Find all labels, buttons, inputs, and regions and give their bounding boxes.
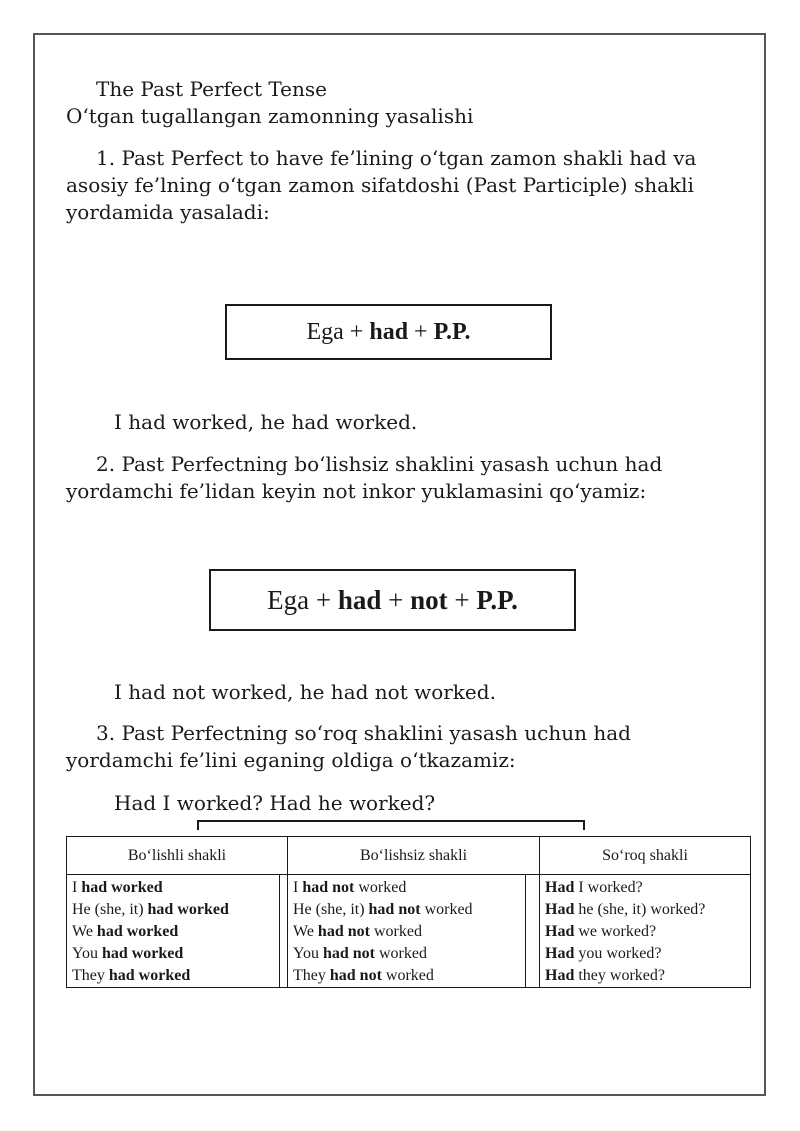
formula-plus: +: [343, 319, 370, 345]
row-rest: we worked?: [574, 923, 657, 940]
bracket-line: [197, 820, 585, 830]
row-verb: had worked: [108, 967, 191, 984]
row-subject: We: [72, 923, 97, 940]
row-aux: Had: [545, 967, 575, 984]
example-question: Had I worked? Had he worked?: [114, 791, 436, 815]
row-rest: he (she, it) worked?: [574, 901, 706, 918]
row-verb: had worked: [101, 945, 184, 962]
table-row: [293, 965, 539, 987]
rule3-line1: 3. Past Perfectning so‘roq shaklini yasash uchun had: [96, 721, 631, 745]
row-subject: You: [72, 945, 102, 962]
row-aux: had: [322, 945, 349, 962]
formula-had: had: [337, 585, 382, 615]
row-aux: had: [368, 901, 395, 918]
column-divider: [525, 875, 526, 987]
row-aux: Had: [545, 879, 575, 896]
row-verb: worked: [369, 923, 422, 940]
table-row: [72, 921, 287, 943]
formula-not: not: [410, 585, 448, 615]
example-affirmative: I had worked, he had worked.: [114, 410, 418, 434]
page-subtitle: O‘tgan tugallangan zamonning yasalishi: [66, 104, 474, 128]
table-row: [545, 877, 750, 899]
rule1-line2: asosiy fe’lning o‘tgan zamon sifatdoshi (Past Participle) shakli: [66, 173, 694, 197]
example-negative: I had not worked, he had not worked.: [114, 680, 496, 704]
column-divider: [279, 875, 280, 987]
row-subject: You: [293, 945, 323, 962]
row-aux: Had: [545, 923, 575, 940]
row-verb: worked: [381, 967, 434, 984]
table-row: [545, 965, 750, 987]
formula-plus: +: [381, 585, 411, 615]
table-row: [293, 899, 539, 921]
rule1-line1: 1. Past Perfect to have fe’lining o‘tgan zamon shakli had va: [96, 146, 697, 170]
row-negation: not: [332, 879, 355, 896]
row-aux: Had: [545, 901, 575, 918]
formula-plus: +: [447, 585, 477, 615]
row-subject: We: [293, 923, 318, 940]
formula-ega: Ega: [267, 585, 310, 615]
row-subject: I: [72, 879, 82, 896]
formula-plus: +: [309, 585, 338, 615]
table-row: [293, 921, 539, 943]
table-row: [72, 877, 287, 899]
row-rest: you worked?: [574, 945, 662, 962]
row-subject: They: [72, 967, 109, 984]
formula-affirmative: [225, 304, 552, 360]
rule2-line1: 2. Past Perfectning bo‘lishsiz shaklini yasash uchun had: [96, 452, 663, 476]
rule2-line2: yordamchi fe’lidan keyin not inkor yuklamasini qo‘yamiz:: [66, 479, 647, 503]
table-row: [72, 899, 287, 921]
page-title: The Past Perfect Tense: [96, 77, 327, 101]
rule1-line3: yordamida yasaladi:: [66, 200, 270, 224]
formula-pp: P.P.: [476, 585, 518, 615]
question-column: [540, 875, 750, 987]
row-aux: had: [329, 967, 356, 984]
row-negation: not: [347, 923, 370, 940]
formula-pp: P.P.: [433, 319, 471, 345]
row-verb: worked: [354, 879, 407, 896]
row-aux: had: [302, 879, 329, 896]
table-row: [72, 943, 287, 965]
formula-had: had: [369, 319, 409, 345]
affirmative-column: [67, 875, 288, 987]
table-header-affirmative: Bo‘lishli shakli: [67, 837, 288, 875]
row-subject: He (she, it): [293, 901, 369, 918]
conjugation-table: [66, 836, 751, 988]
negative-column: [288, 875, 540, 987]
table-header-negative: Bo‘lishsiz shakli: [288, 837, 540, 875]
row-aux: Had: [545, 945, 575, 962]
row-verb: worked: [420, 901, 473, 918]
table-row: [293, 943, 539, 965]
row-rest: they worked?: [574, 967, 665, 984]
row-subject: I: [293, 879, 303, 896]
row-subject: He (she, it): [72, 901, 148, 918]
row-negation: not: [352, 945, 375, 962]
formula-negative: [209, 569, 576, 631]
row-rest: I worked?: [574, 879, 643, 896]
formula-ega: Ega: [306, 319, 344, 345]
table-row: [545, 943, 750, 965]
row-negation: not: [359, 967, 382, 984]
table-row: [293, 877, 539, 899]
table-row: [545, 899, 750, 921]
table-header-question: So‘roq shakli: [540, 837, 750, 875]
table-row: [72, 965, 287, 987]
row-verb: had worked: [96, 923, 179, 940]
table-row: [545, 921, 750, 943]
row-aux: had: [317, 923, 344, 940]
formula-plus: +: [408, 319, 434, 345]
row-negation: not: [398, 901, 421, 918]
row-verb: had worked: [147, 901, 229, 918]
row-verb: had worked: [81, 879, 163, 896]
row-verb: worked: [374, 945, 427, 962]
rule3-line2: yordamchi fe’lini eganing oldiga o‘tkazamiz:: [66, 748, 516, 772]
row-subject: They: [293, 967, 330, 984]
